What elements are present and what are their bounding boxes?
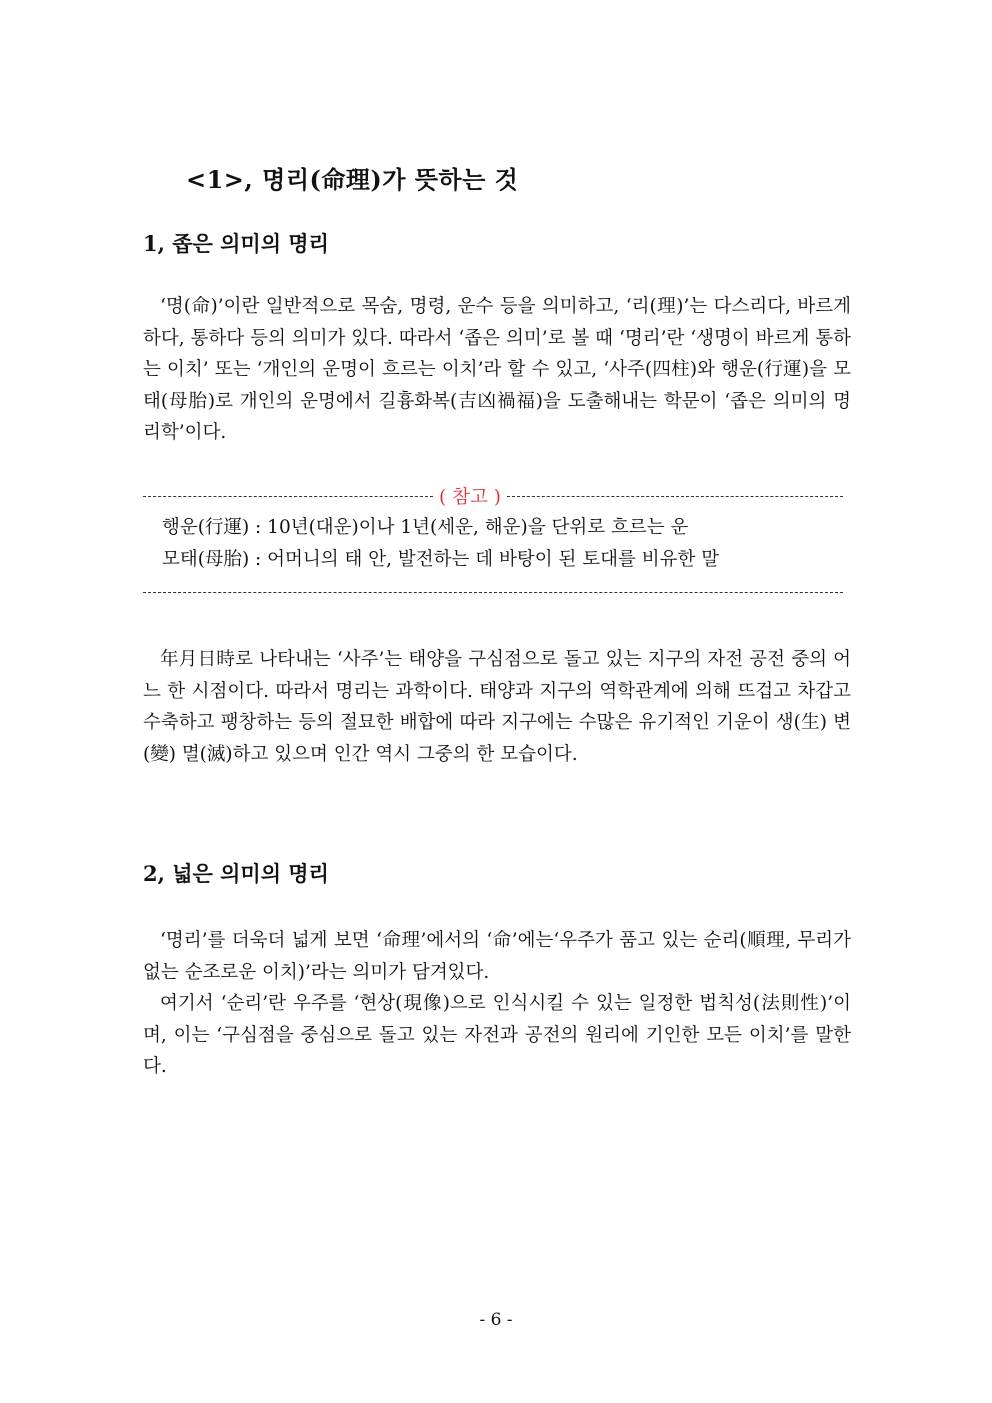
page-number: - 6 -	[479, 1310, 513, 1330]
note-line-1: 행운(行運) : 10년(대운)이나 1년(세운, 해운)을 단위로 흐르는 운	[162, 517, 689, 538]
chapter-title: <1>, 명리(命理)가 뜻하는 것	[186, 165, 519, 194]
section-1-paragraph-1: ‘명(命)’이란 일반적으로 목숨, 명령, 운수 등을 의미하고, ‘리(理)’는 다스리다, 바르게 하다, 통하다 등의 의미가 있다. 따라서 ‘좁은 의미’로 볼 때 ‘명리’란 ‘생명이 바르게 통하는 이치’ 또는 ‘개인의 운명이 흐르는 이치’라 할 수 있고, ‘사주(四柱)와 행운(行運)을 모태(母胎)로 개인의 운명에서 길흉화복(吉凶禍福)을 도출해내는 학문이 ‘좁은 의미의 명리학’이다.	[143, 296, 851, 443]
section-2-body	[143, 925, 851, 1083]
section-2-title: 2, 넓은 의미의 명리	[143, 861, 329, 886]
note-label: ( 참고 )	[439, 487, 501, 508]
note-top-divider	[143, 480, 843, 512]
note-line-2: 모태(母胎) : 어머니의 태 안, 발전하는 데 바탕이 된 토대를 비유한 말	[162, 549, 720, 570]
reference-note-box	[143, 480, 843, 608]
section-2-paragraph-1: ‘명리’를 더욱더 넓게 보면 ‘命理’에서의 ‘命’에는‘우주가 품고 있는 순리(順理, 무리가 없는 순조로운 이치)’라는 의미가 담겨있다.	[143, 930, 851, 983]
section-1-paragraph-2: 年月日時로 나타내는 ‘사주’는 태양을 구심점으로 돌고 있는 지구의 자전 공전 중의 어느 한 시점이다. 따라서 명리는 과학이다. 태양과 지구의 역학관계에 의해 뜨겁고 차갑고 수축하고 팽창하는 등의 절묘한 배합에 따라 지구에는 수많은 유기적인 기운이 생(生) 변(變) 멸(滅)하고 있으며 인간 역시 그중의 한 모습이다.	[143, 649, 851, 765]
note-bottom-divider	[143, 576, 843, 608]
section-2-paragraph-2: 여기서 ‘순리’란 우주를 ‘현상(現像)으로 인식시킬 수 있는 일정한 법칙성(法則性)’이며, 이는 ‘구심점을 중심으로 돌고 있는 자전과 공전의 원리에 기인한 모든 이치’를 말한다.	[143, 993, 851, 1077]
section-1-title: 1, 좁은 의미의 명리	[143, 231, 329, 256]
